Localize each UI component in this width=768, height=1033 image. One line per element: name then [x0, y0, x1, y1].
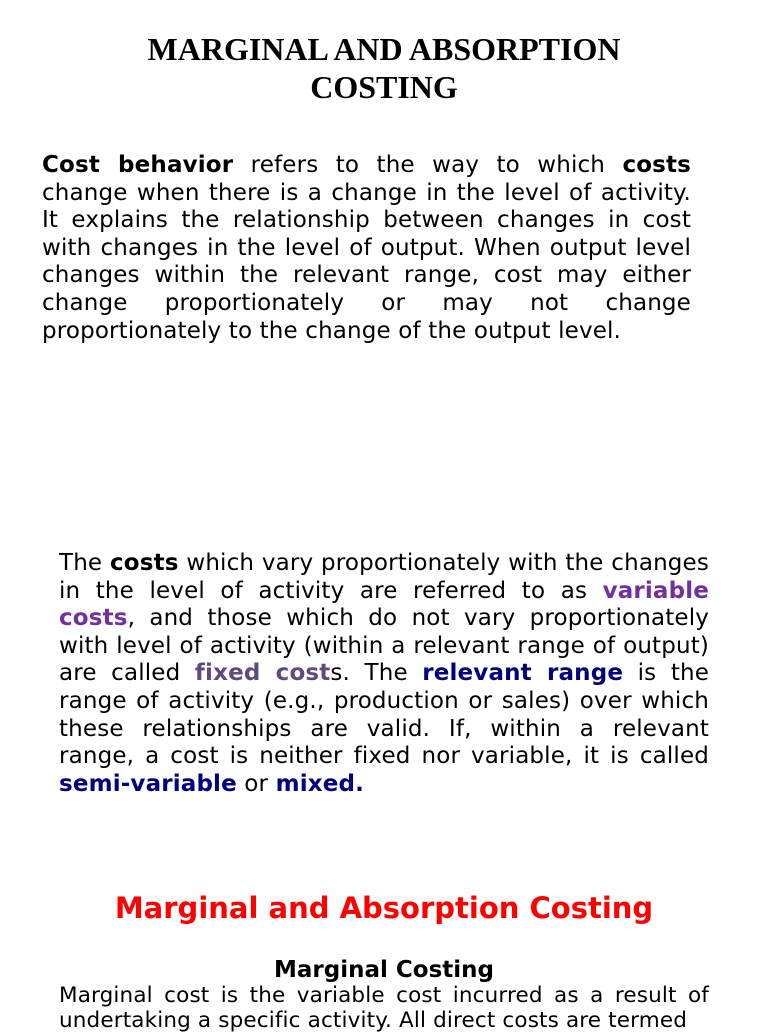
paragraph2-text-e: is the range of activity (e.g., production or sales) over which these relationships are valid. If, within a relevant range, a cost is neither fixed nor variable, it is called	[59, 660, 710, 770]
term-mixed: mixed.	[275, 770, 364, 797]
document-title	[60, 30, 708, 106]
cost-types-paragraph	[59, 550, 709, 798]
term-variable-costs: variable costs	[59, 577, 709, 632]
title-line-2: COSTING	[310, 69, 458, 105]
term-costs: costs	[622, 152, 691, 178]
marginal-cost-paragraph: Marginal cost is the variable cost incurred as a result of undertaking a specific activity. All direct costs are termed	[59, 983, 709, 1033]
paragraph2-text-f: or	[236, 770, 276, 797]
term-relevant-range: relevant range	[422, 660, 624, 687]
term-cost-behavior: Cost behavior	[42, 152, 234, 178]
paragraph2-text-a: The	[59, 550, 111, 576]
cost-behavior-paragraph	[42, 152, 691, 345]
paragraph1-text-a: refers to the way to which	[233, 152, 623, 178]
section-heading: Marginal and Absorption Costing	[114, 891, 654, 925]
term-semi-variable: semi-variable	[59, 770, 237, 797]
paragraph1-text-b: change when there is a change in the level of activity. It explains the relationship between changes in cost with changes in the level of output. When output level changes within the relevant range, cost may either change proportionately or may not change proportionately to the change of the output level.	[42, 179, 691, 344]
paragraph2-text-d: s. The	[330, 660, 423, 687]
term-fixed-cost: fixed cost	[194, 660, 331, 687]
paragraph2-text-b: which vary proportionately with the changes in the level of activity are referred to as	[59, 550, 709, 604]
title-line-1: MARGINAL AND ABSORPTION	[147, 31, 621, 67]
term-costs: costs	[110, 550, 179, 576]
sub-heading: Marginal Costing	[274, 957, 494, 983]
paragraph2-text-c: , and those which do not vary proportionately with level of activity (within a relevant range of output) are called	[59, 605, 709, 687]
